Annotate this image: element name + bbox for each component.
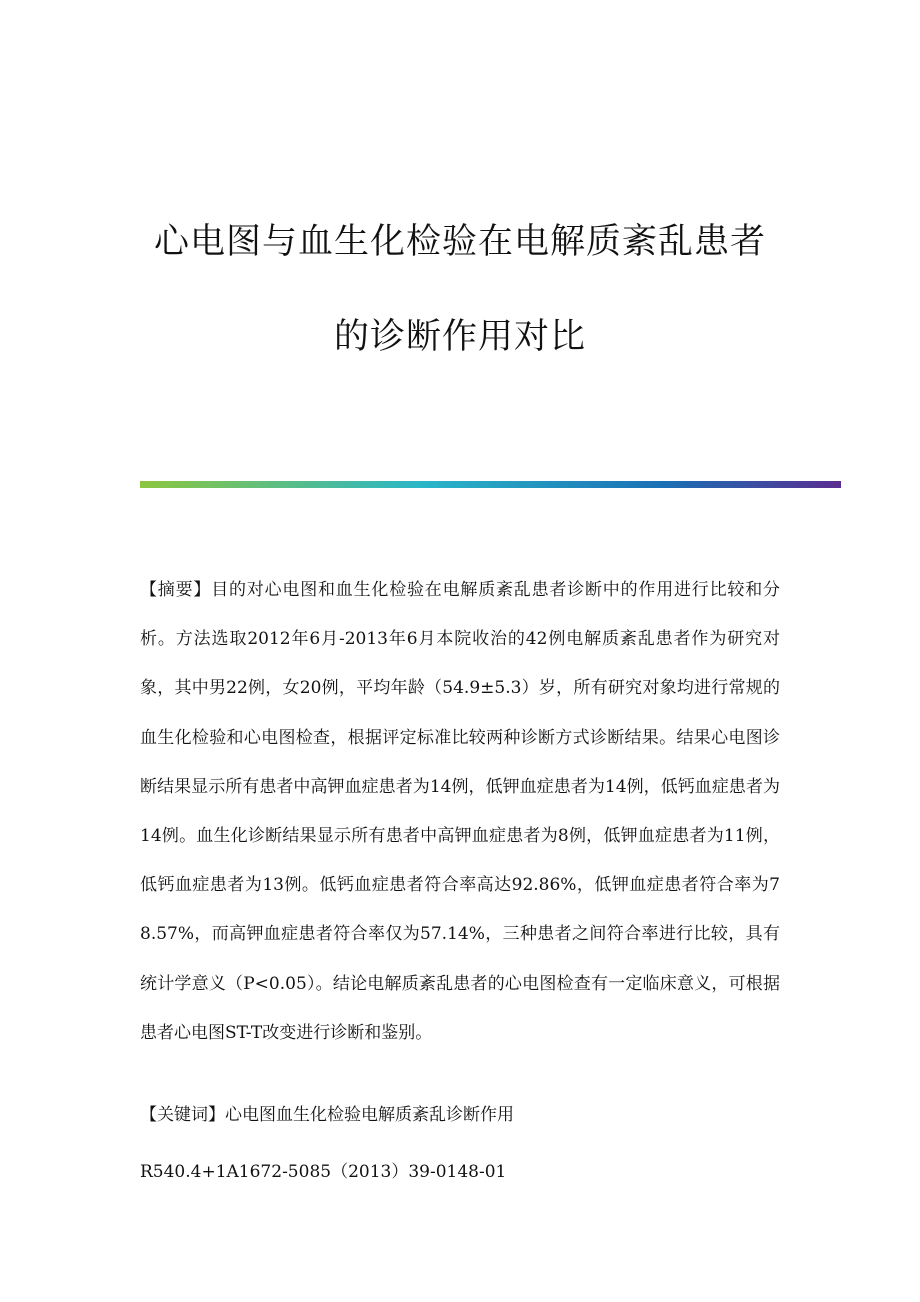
title-divider: [140, 481, 841, 488]
classification-code: R540.4+1A1672-5085（2013）39-0148-01: [140, 1162, 507, 1182]
document-title-line-2: 的诊断作用对比: [333, 317, 586, 357]
keywords-line: 【关键词】心电图血生化检验电解质紊乱诊断作用: [140, 1105, 514, 1125]
document-title-line-1: 心电图与血生化检验在电解质紊乱患者: [153, 222, 766, 262]
abstract-paragraph: 【摘要】目的对心电图和血生化检验在电解质紊乱患者诊断中的作用进行比较和分析。方法选取2012年6月-2013年6月本院收治的42例电解质紊乱患者作为研究对象，其中男22例，女20例，平均年龄（54.9±5.3）岁，所有研究对象均进行常规的血生化检验和心电图检查，根据评定标准比较两种诊断方式诊断结果。结果心电图诊断结果显示所有患者中高钾血症患者为14例，低钾血症患者为14例，低钙血症患者为14例。血生化诊断结果显示所有患者中高钾血症患者为8例，低钾血症患者为11例，低钙血症患者为13例。低钙血症患者符合率高达92.86%，低钾血症患者符合率为78.57%，而高钾血症患者符合率仅为57.14%，三种患者之间符合率进行比较，具有统计学意义（P<0.05）。结论电解质紊乱患者的心电图检查有一定临床意义，可根据患者心电图ST-T改变进行诊断和鉴别。: [140, 580, 780, 1043]
